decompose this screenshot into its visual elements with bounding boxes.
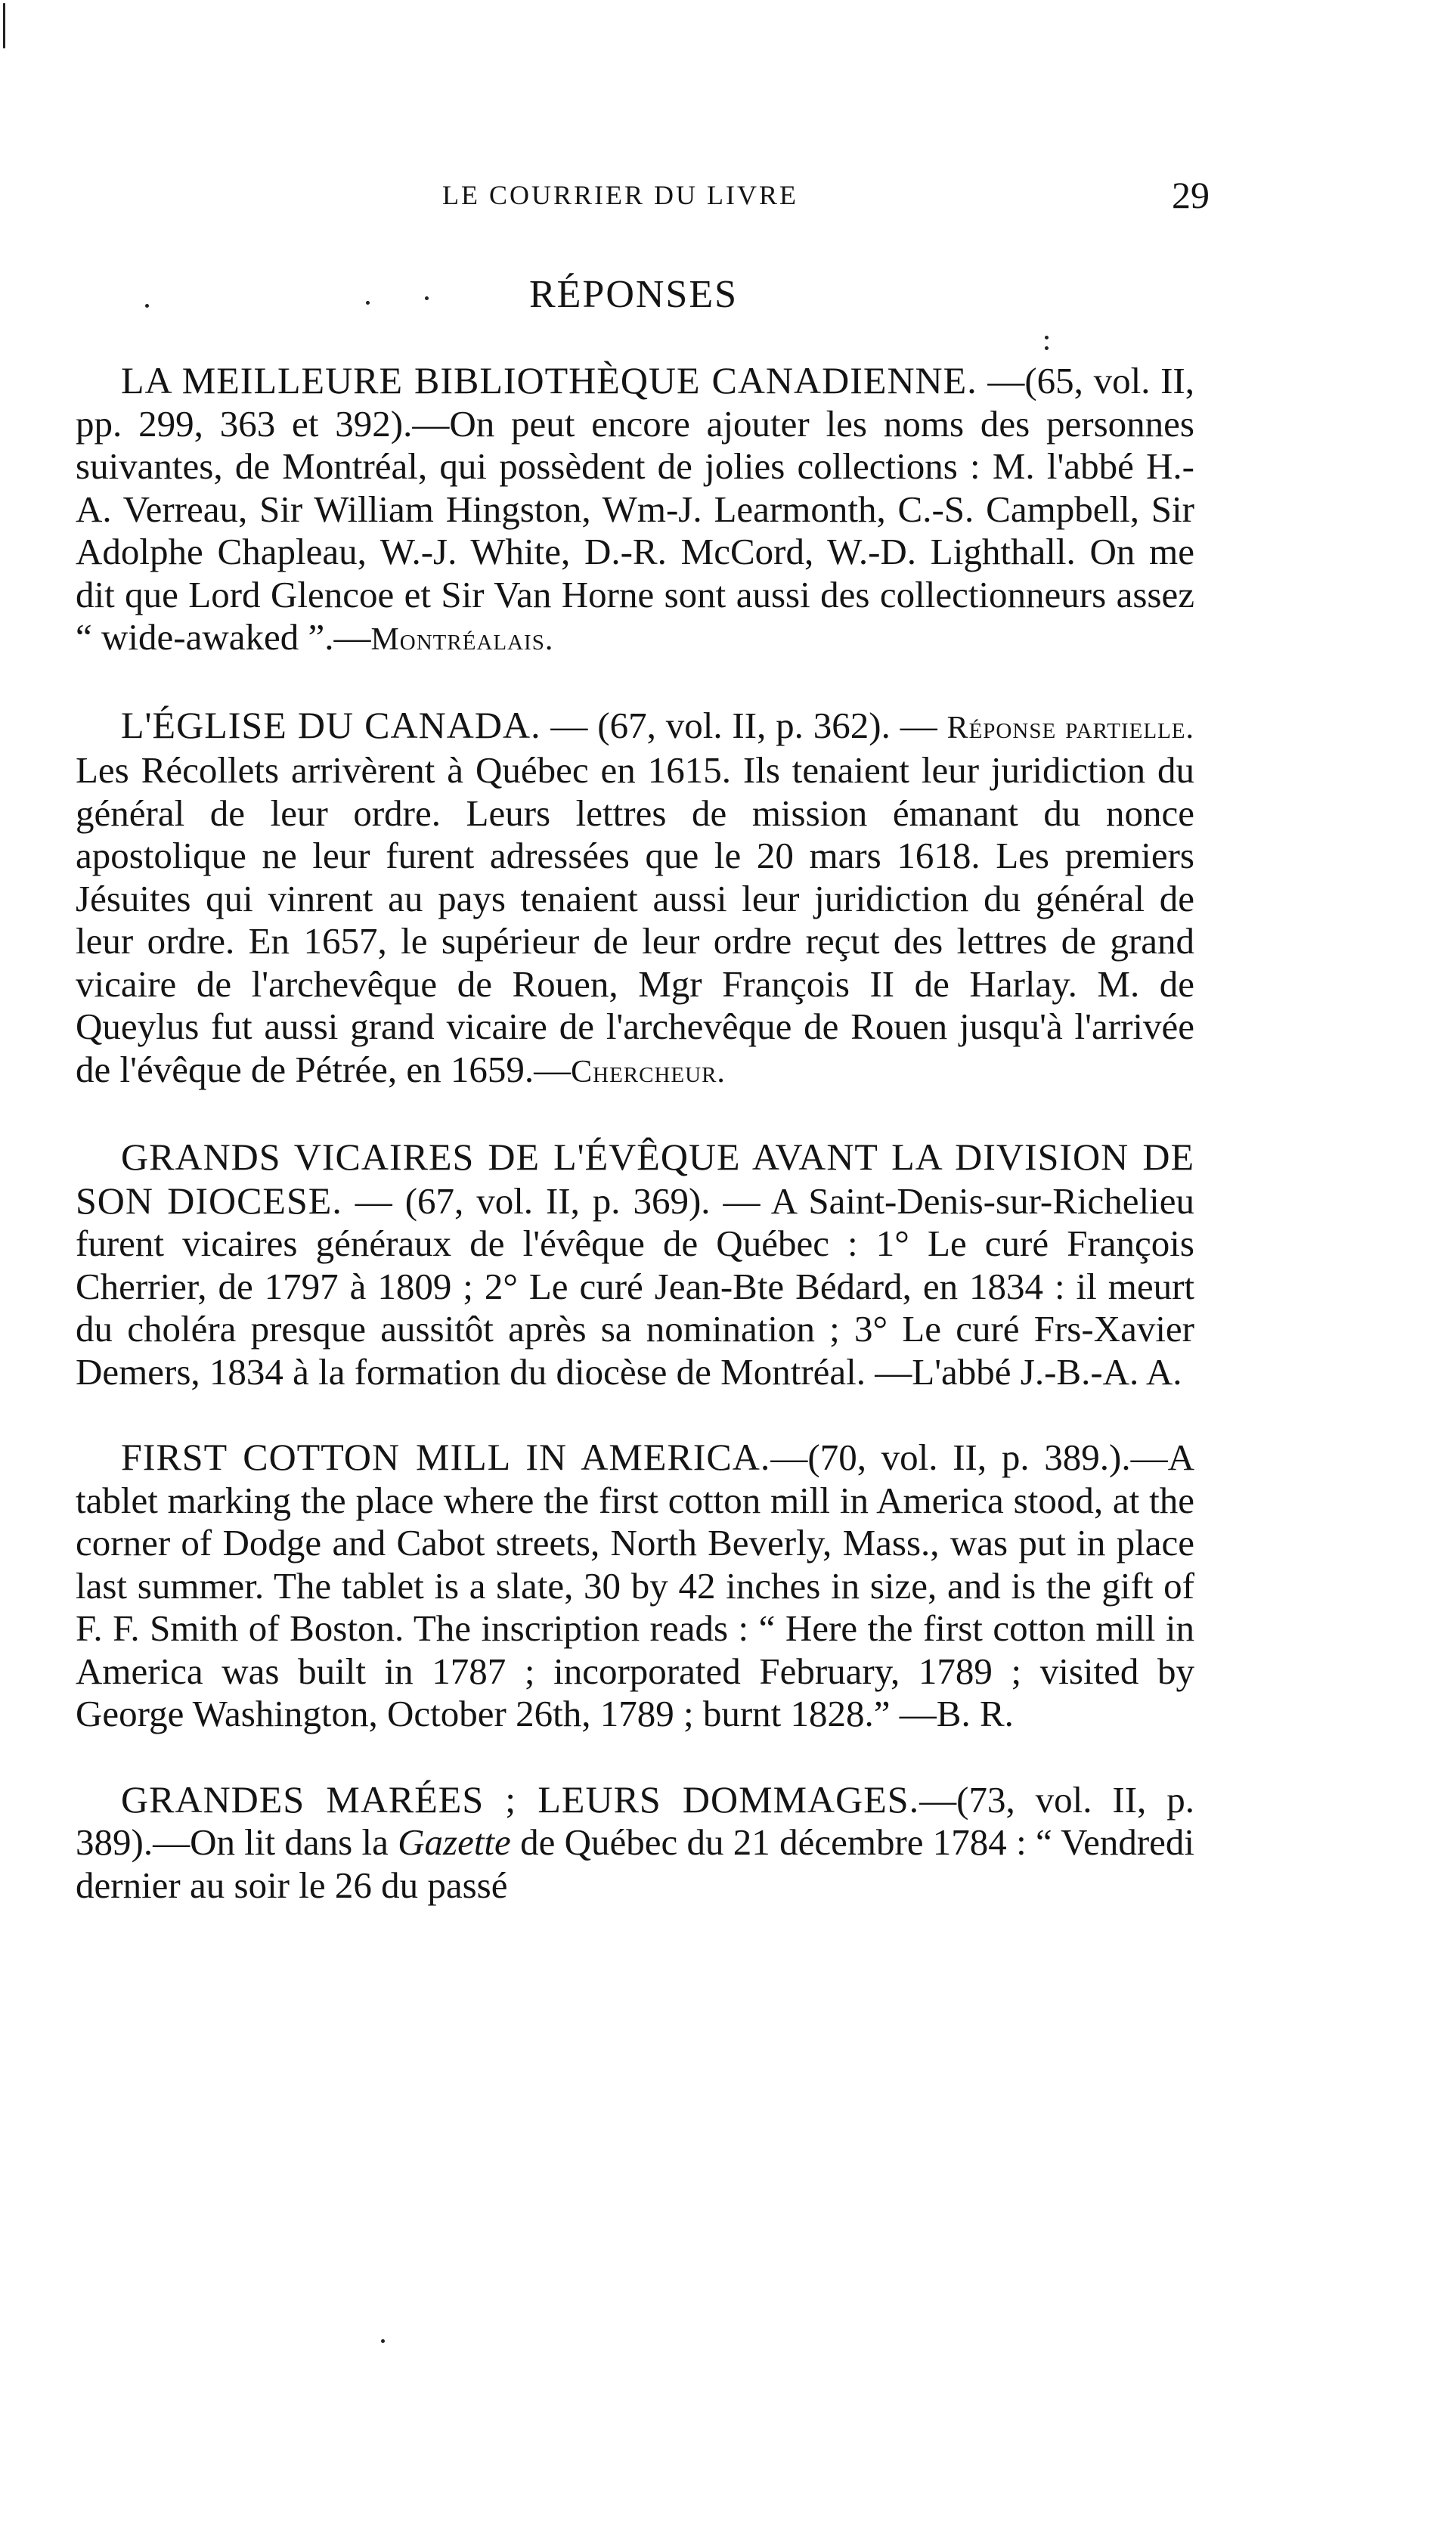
entry-italic-title: Gazette [398,1821,511,1863]
entry-topic: GRANDS VICAIRES DE L'ÉVÊQUE AVANT LA DIVISION DE SON DIOCESE. [76,1136,1194,1222]
print-speck [1045,336,1049,339]
print-speck [381,2339,385,2343]
print-speck [1045,346,1049,350]
print-speck [366,301,370,305]
entry-text: — (67, vol. II, p. 369). — A Saint-Denis-sur-Richelieu furent vicaires généraux de l'évêque de Québec : 1° Le curé François Cherrier, de 1797 à 1809 ; 2° Le curé Jean-Bte Bédard, en 1834 : il meurt du choléra presque aussitôt après sa nomination ; 3° Le curé Frs-Xavier Demers, 1834 à la formation du diocèse de Montréal. —L'abbé J.-B.-A. A. [76,1179,1194,1393]
page-header [76,172,1210,218]
print-speck [145,304,149,308]
page-body [76,359,1194,1949]
entry-first-cotton-mill [76,1436,1194,1736]
entry-signature: Montréalais. [370,622,554,657]
page-number: 29 [1172,174,1210,216]
running-title: LE COURRIER DU LIVRE [442,180,798,210]
entry-topic: LA MEILLEURE BIBLIOTHÈQUE CANADIENNE. [121,359,977,401]
print-speck [425,296,429,300]
entry-eglise-du-canada [76,704,1194,1094]
entry-text: Les Récollets arrivèrent à Québec en 1615. Ils tenaient leur juridiction du général de leur ordre. Leurs lettres de mission émanant du nonce apostolique ne leur furent adressées que le 20 mars 1618. Les premiers Jésuites qui vinrent au pays tenaient aussi leur juridiction du général de leur ordre. En 1657, le supérieur de leur ordre reçut des lettres de grand vicaire de l'archevêque de Rouen, Mgr François II de Harlay. M. de Queylus fut aussi grand vicaire de l'archevêque de Rouen jusqu'à l'arrivée de l'évêque de Pétrée, en 1659.— [76,749,1194,1090]
entry-text: —(70, vol. II, p. 389.).—A tablet marking the place where the first cotton mill in America stood, at the corner of Dodge and Cabot streets, North Beverly, Mass., was put in place last summer. The tablet is a slate, 30 by 42 inches in size, and is the gift of F. F. Smith of Boston. The inscription reads : “ Here the first cotton mill in America was built in 1787 ; incorporated February, 1789 ; visited by George Washington, October 26th, 1789 ; burnt 1828.” —B. R. [76,1436,1194,1734]
entry-topic: GRANDES MARÉES ; LEURS DOMMAGES. [121,1777,920,1821]
entry-meilleure-bibliotheque [76,359,1194,662]
entry-grands-vicaires [76,1136,1194,1393]
entry-signature: Chercheur. [571,1054,726,1089]
entry-text: — (67, vol. II, p. 362). — [541,704,947,746]
section-heading [0,268,1456,321]
entry-text: —(73, vol. II, p. 389).—On lit dans la [76,1778,1194,1863]
entry-grandes-marees [76,1778,1194,1908]
print-speck [3,3,5,48]
section-title: RÉPONSES [528,273,739,316]
entry-topic: L'ÉGLISE DU CANADA. [121,703,541,746]
entry-answer-label: Réponse partielle. [946,710,1195,745]
entry-text: de Québec du 21 décembre 1784 : “ Vendredi dernier au soir le 26 du passé [76,1821,1194,1906]
entry-topic: FIRST COTTON MILL IN AMERICA. [121,1436,771,1478]
entry-text: —(65, vol. II, pp. 299, 363 et 392).—On peut encore ajouter les noms des personnes suivantes, de Montréal, qui possèdent de jolies collections : M. l'abbé H.-A. Verreau, Sir William Hingston, Wm-J. Learmonth, C.-S. Campbell, Sir Adolphe Chapleau, W.-J. White, D.-R. McCord, W.-D. Lighthall. On me dit que Lord Glencoe et Sir Van Horne sont aussi des collectionneurs assez “ wide-awaked ”.— [76,360,1194,658]
